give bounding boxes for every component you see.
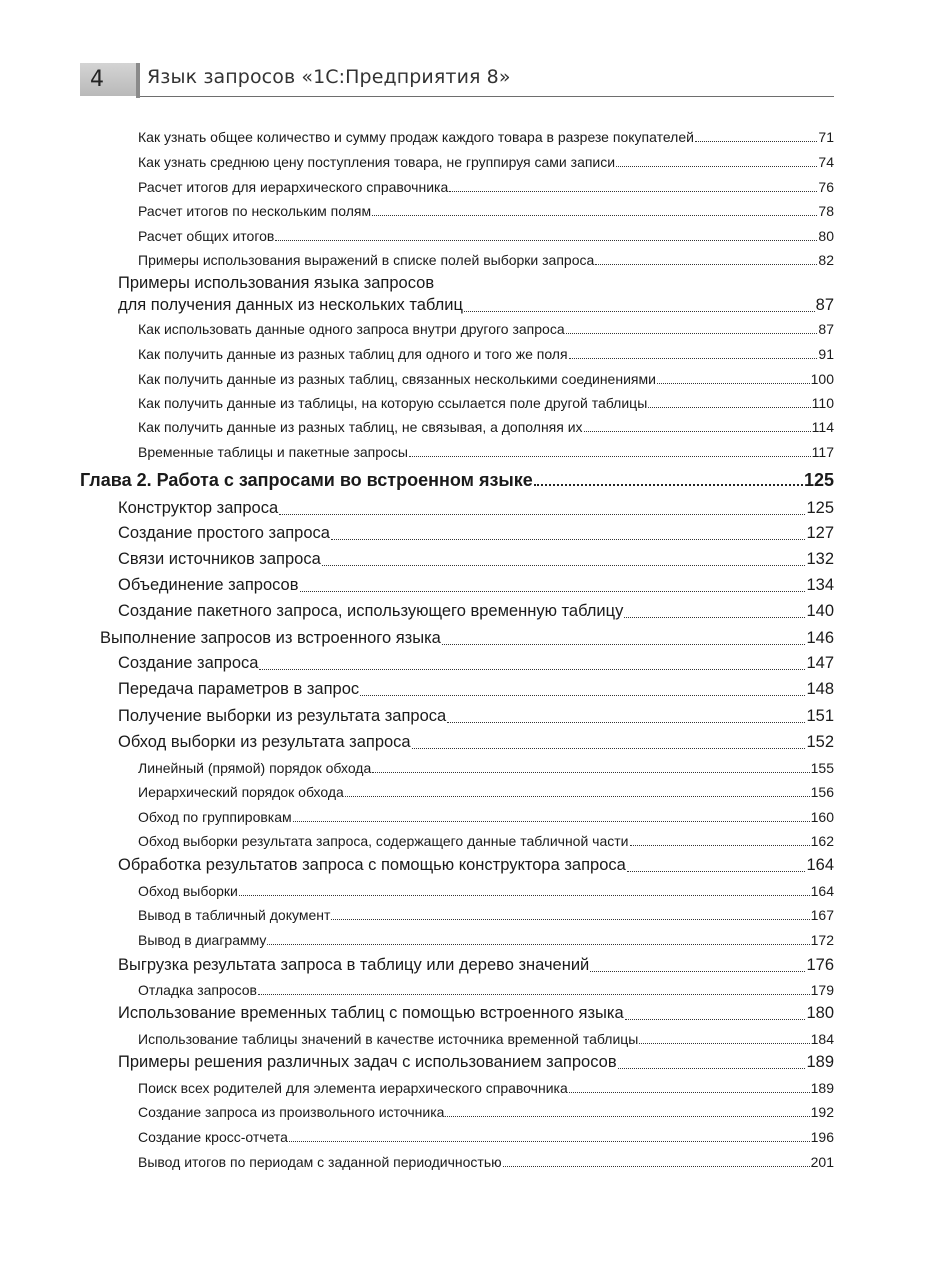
- dot-leader: [258, 994, 810, 995]
- toc-entry-page: 164: [810, 883, 834, 899]
- toc-entry-title: Расчет общих итогов: [138, 228, 275, 244]
- toc-entry-title: Как получить данные из разных таблиц, не связывая, а дополняя их: [138, 419, 583, 435]
- toc-entry-page: 76: [818, 179, 834, 195]
- toc-entry-title: Обработка результатов запроса с помощью конструктора запроса: [118, 856, 626, 874]
- toc-entry: [118, 731, 834, 753]
- dot-leader: [279, 514, 805, 515]
- toc-entry-page: 91: [818, 346, 834, 362]
- toc-entry: [138, 443, 834, 461]
- toc-entry: [138, 931, 834, 949]
- toc-entry: [118, 497, 834, 519]
- toc-entry: [138, 128, 834, 146]
- dot-leader: [331, 539, 806, 540]
- dot-leader: [289, 1141, 810, 1142]
- toc-entry-page: 184: [810, 1031, 834, 1047]
- toc-entry-title: Отладка запросов: [138, 982, 257, 998]
- dot-leader: [648, 407, 810, 408]
- toc-entry-title: Обход по группировкам: [138, 809, 292, 825]
- dot-leader: [627, 871, 806, 872]
- toc-entry-title: Примеры решения различных задач с использованием запросов: [118, 1053, 617, 1071]
- toc-entry-page: 80: [818, 228, 834, 244]
- toc-entry-title: Расчет итогов по нескольким полям: [138, 203, 372, 219]
- toc-entry-title: Примеры использования выражений в списке полей выборки запроса: [138, 252, 595, 268]
- toc-entry: [138, 153, 834, 171]
- toc-entry: [118, 705, 834, 727]
- toc-entry-page: 78: [818, 203, 834, 219]
- toc-entry: [118, 294, 834, 316]
- toc-entry: [138, 1153, 834, 1171]
- toc-entry: [138, 906, 834, 924]
- toc-entry-title: Как получить данные из таблицы, на которую ссылается поле другой таблицы: [138, 395, 648, 411]
- toc-entry-title: Как узнать среднюю цену поступления товара, не группируя сами записи: [138, 154, 616, 170]
- dot-leader: [657, 383, 810, 384]
- toc-entry-page: 146: [806, 629, 834, 647]
- toc-entry-page: 196: [810, 1129, 834, 1145]
- toc-entry-title: Передача параметров в запрос: [118, 680, 360, 698]
- toc-entry-page: 140: [806, 602, 834, 620]
- toc-entry-page: 110: [811, 395, 834, 411]
- page-number: 4: [80, 63, 136, 96]
- dot-leader: [695, 141, 818, 142]
- dot-leader: [447, 722, 805, 723]
- toc-entry: [118, 548, 834, 570]
- toc-entry: [138, 227, 834, 245]
- toc-entry: [138, 759, 834, 777]
- dot-leader: [239, 895, 810, 896]
- dot-leader: [372, 215, 817, 216]
- toc-entry-title: Вывод в диаграмму: [138, 932, 267, 948]
- toc-entry-title: Конструктор запроса: [118, 499, 279, 517]
- toc-entry-title: Обход выборки: [138, 883, 238, 899]
- dot-leader: [267, 944, 809, 945]
- toc-entry-title: Использование временных таблиц с помощью встроенного языка: [118, 1004, 624, 1022]
- dot-leader: [331, 919, 809, 920]
- toc-entry: [138, 320, 834, 338]
- toc-entry-page: 82: [818, 252, 834, 268]
- toc-entry-page: 87: [818, 321, 834, 337]
- toc-entry: [100, 627, 834, 649]
- toc-entry: [138, 370, 834, 388]
- toc-entry-title: Временные таблицы и пакетные запросы: [138, 444, 408, 460]
- toc-entry-title: Глава 2. Работа с запросами во встроенном языке: [80, 470, 533, 490]
- dot-leader: [322, 565, 806, 566]
- toc-entry-title: Как получить данные из разных таблиц, связанных несколькими соединениями: [138, 371, 656, 387]
- dot-leader: [590, 971, 805, 972]
- dot-leader: [300, 591, 806, 592]
- toc-entry-title: Создание запроса из произвольного источника: [138, 1104, 445, 1120]
- dot-leader: [412, 748, 806, 749]
- toc-entry-page: 164: [806, 856, 834, 874]
- toc-entry-page: 162: [810, 833, 834, 849]
- dot-leader: [360, 695, 805, 696]
- toc-entry: [138, 394, 834, 412]
- dot-leader: [618, 1068, 806, 1069]
- toc-entry-page: 125: [803, 470, 834, 490]
- dot-leader: [275, 240, 817, 241]
- page-header: [0, 0, 927, 110]
- toc-entry-title: для получения данных из нескольких таблиц: [118, 296, 463, 314]
- toc-entry-page: 132: [806, 550, 834, 568]
- toc-entry-title: Создание пакетного запроса, использующего временную таблицу: [118, 602, 624, 620]
- toc-entry: [118, 600, 834, 622]
- toc-entry-title: Обход выборки результата запроса, содержащего данные табличной части: [138, 833, 629, 849]
- running-title: Язык запросов «1С:Предприятия 8»: [147, 66, 511, 88]
- toc-chapter-entry: [80, 469, 834, 491]
- toc-entry-page: 114: [811, 419, 834, 435]
- toc-entry-title: Вывод итогов по периодам с заданной периодичностью: [138, 1154, 502, 1170]
- toc-entry-title: Получение выборки из результата запроса: [118, 707, 447, 725]
- toc-entry-title: Вывод в табличный документ: [138, 907, 331, 923]
- toc-entry-title: Использование таблицы значений в качестве источника временной таблицы: [138, 1031, 639, 1047]
- toc-entry-page: 179: [810, 982, 834, 998]
- toc-entry-page: 160: [810, 809, 834, 825]
- dot-leader: [624, 617, 805, 618]
- toc-entry: [118, 522, 834, 544]
- toc-entry: [118, 1002, 834, 1024]
- toc-entry-title: Связи источников запроса: [118, 550, 321, 568]
- toc-entry-page: 125: [806, 499, 834, 517]
- toc-entry: [138, 202, 834, 220]
- dot-leader: [372, 772, 809, 773]
- dot-leader: [584, 431, 811, 432]
- toc-entry: [138, 1030, 834, 1048]
- toc-entry-title: Как получить данные из разных таблиц для одного и того же поля: [138, 346, 568, 362]
- toc-entry-title: Иерархический порядок обхода: [138, 784, 344, 800]
- toc-entry-title: Как использовать данные одного запроса внутри другого запроса: [138, 321, 565, 337]
- toc-entry-title: Создание простого запроса: [118, 524, 330, 542]
- dot-leader: [503, 1166, 810, 1167]
- toc-entry-page: 147: [806, 654, 834, 672]
- dot-leader: [442, 644, 806, 645]
- toc-entry-page: 156: [810, 784, 834, 800]
- toc-entry: [118, 954, 834, 976]
- toc-entry-page: 192: [810, 1104, 834, 1120]
- toc-entry: [138, 1079, 834, 1097]
- dot-leader: [630, 845, 810, 846]
- dot-leader: [449, 191, 817, 192]
- toc-entry-page: 201: [810, 1154, 834, 1170]
- dot-leader: [569, 358, 818, 359]
- toc-entry-page: 167: [810, 907, 834, 923]
- dot-leader: [345, 796, 810, 797]
- toc-entry: [118, 1051, 834, 1073]
- toc-entry: [138, 832, 834, 850]
- dot-leader: [409, 456, 811, 457]
- toc-entry: [138, 178, 834, 196]
- dot-leader: [464, 311, 815, 312]
- page-number-shadow: [136, 63, 140, 98]
- header-rule: [140, 96, 834, 97]
- dot-leader: [445, 1116, 809, 1117]
- toc-entry-page: 189: [806, 1053, 834, 1071]
- toc-entry: [138, 418, 834, 436]
- toc-entry: [118, 652, 834, 674]
- dot-leader: [569, 1092, 810, 1093]
- toc-entry-page: 87: [815, 296, 834, 314]
- toc-entry: [118, 678, 834, 700]
- toc-entry-page: 117: [811, 444, 834, 460]
- toc-heading-first-line: Примеры использования языка запросов: [118, 274, 435, 292]
- toc-entry: [138, 1128, 834, 1146]
- toc-entry-page: 127: [806, 524, 834, 542]
- toc-entry: [138, 251, 834, 269]
- dot-leader: [625, 1019, 806, 1020]
- toc-entry-page: 74: [818, 154, 834, 170]
- toc-entry-page: 151: [806, 707, 834, 725]
- dot-leader: [534, 484, 803, 486]
- dot-leader: [595, 264, 817, 265]
- toc-entry-title: Линейный (прямой) порядок обхода: [138, 760, 372, 776]
- dot-leader: [616, 166, 817, 167]
- toc-entry-page: 134: [806, 576, 834, 594]
- toc-entry: [138, 345, 834, 363]
- toc-entry: [118, 854, 834, 876]
- toc-entry: [138, 981, 834, 999]
- toc-entry-title: Расчет итогов для иерархического справочника: [138, 179, 449, 195]
- toc-entry-title: Создание кросс-отчета: [138, 1129, 288, 1145]
- toc-entry-page: 100: [810, 371, 834, 387]
- toc-entry: [138, 808, 834, 826]
- toc-entry-page: 172: [810, 932, 834, 948]
- toc-entry: [138, 783, 834, 801]
- dot-leader: [293, 821, 810, 822]
- toc-entry-page: 152: [806, 733, 834, 751]
- toc-entry-title: Объединение запросов: [118, 576, 299, 594]
- toc-entry-title: Выгрузка результата запроса в таблицу или дерево значений: [118, 956, 590, 974]
- toc-entry-page: 189: [810, 1080, 834, 1096]
- toc-entry-page: 155: [810, 760, 834, 776]
- toc-entry-page: 148: [806, 680, 834, 698]
- toc-entry: [138, 882, 834, 900]
- dot-leader: [639, 1043, 809, 1044]
- toc-entry-title: Как узнать общее количество и сумму продаж каждого товара в разрезе покупателей: [138, 129, 694, 145]
- dot-leader: [566, 333, 818, 334]
- toc-entry: [138, 1103, 834, 1121]
- toc-entry-page: 180: [806, 1004, 834, 1022]
- toc-entry-title: Обход выборки из результата запроса: [118, 733, 411, 751]
- toc-entry-page: 71: [818, 129, 834, 145]
- toc-entry: [118, 574, 834, 596]
- toc-entry-page: 176: [806, 956, 834, 974]
- toc-entry-title: Создание запроса: [118, 654, 259, 672]
- toc-entry-title: Выполнение запросов из встроенного языка: [100, 629, 441, 647]
- toc-entry-title: Поиск всех родителей для элемента иерархического справочника: [138, 1080, 568, 1096]
- dot-leader: [259, 669, 805, 670]
